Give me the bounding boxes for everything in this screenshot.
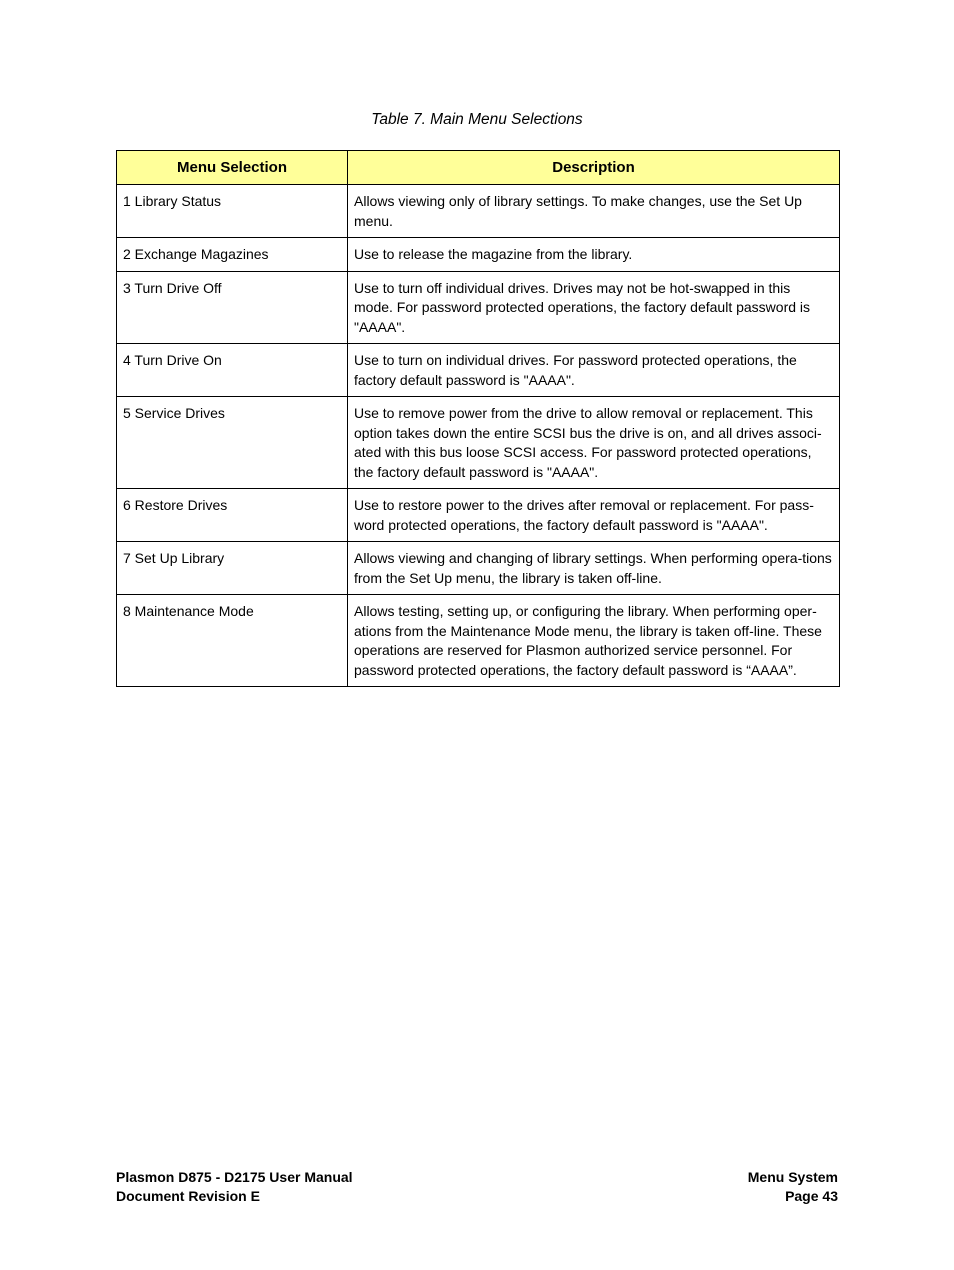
- table-row: [117, 397, 840, 489]
- table-row: [117, 185, 840, 238]
- header-description: Description: [348, 151, 840, 185]
- description-cell: Use to release the magazine from the library.: [348, 238, 840, 272]
- footer-right: [748, 1168, 838, 1206]
- menu-selection-cell: 5 Service Drives: [117, 397, 348, 489]
- footer-left: [116, 1168, 353, 1206]
- main-menu-table: [116, 150, 840, 687]
- menu-selection-cell: 4 Turn Drive On: [117, 344, 348, 397]
- table-row: [117, 542, 840, 595]
- page-number: Page 43: [785, 1188, 838, 1204]
- description-cell: Use to restore power to the drives after removal or replacement. For pass-word protected operations, the factory default password is "AAAA".: [348, 489, 840, 542]
- table-row: [117, 344, 840, 397]
- table-row: [117, 238, 840, 272]
- menu-selection-cell: 8 Maintenance Mode: [117, 595, 348, 687]
- section-name: Menu System: [747, 1169, 838, 1185]
- table-header-row: [117, 151, 840, 185]
- table-caption: Table 7. Main Menu Selections: [371, 111, 583, 128]
- manual-title: Plasmon D875 - D2175 User Manual: [116, 1169, 353, 1185]
- header-menu-selection: Menu Selection: [117, 151, 348, 185]
- menu-selection-cell: 1 Library Status: [117, 185, 348, 238]
- description-cell: Allows viewing and changing of library settings. When performing opera-tions from the Set Up menu, the library is taken off-line.: [348, 542, 840, 595]
- description-cell: Allows testing, setting up, or configuring the library. When performing oper-ations from the Maintenance Mode menu, the library is taken off-line. These operations are reserved for Plasmon authorized service personnel. For password protected operations, the factory default password is “AAAA”.: [348, 595, 840, 687]
- table-row: [117, 595, 840, 687]
- menu-selection-cell: 7 Set Up Library: [117, 542, 348, 595]
- menu-selection-cell: 2 Exchange Magazines: [117, 238, 348, 272]
- description-cell: Use to turn off individual drives. Drives may not be hot-swapped in this mode. For password protected operations, the factory default password is "AAAA".: [348, 271, 840, 344]
- menu-selection-cell: 6 Restore Drives: [117, 489, 348, 542]
- description-cell: Use to remove power from the drive to allow removal or replacement. This option takes down the entire SCSI bus the drive is on, and all drives associ-ated with this bus loose SCSI access. For password protected operations, the factory default password is "AAAA".: [348, 397, 840, 489]
- table-row: [117, 271, 840, 344]
- description-cell: Allows viewing only of library settings. To make changes, use the Set Up menu.: [348, 185, 840, 238]
- menu-selection-cell: 3 Turn Drive Off: [117, 271, 348, 344]
- table-row: [117, 489, 840, 542]
- description-cell: Use to turn on individual drives. For password protected operations, the factory default password is "AAAA".: [348, 344, 840, 397]
- document-revision: Document Revision E: [116, 1188, 260, 1204]
